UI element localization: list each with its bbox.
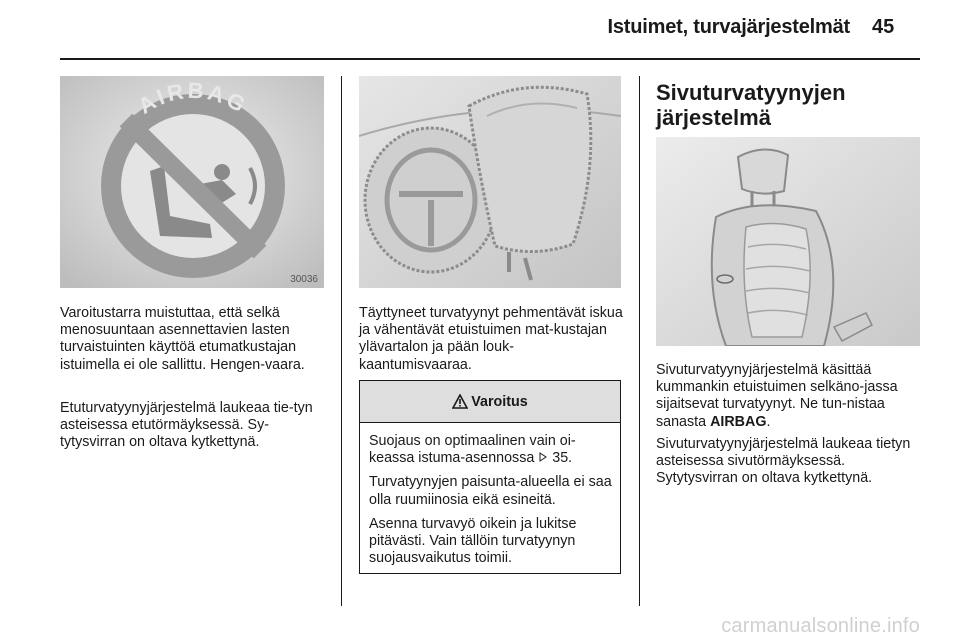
no-child-seat-sign-icon — [60, 76, 324, 288]
side-airbag-seat-figure — [656, 137, 920, 346]
right-paragraph-1-end: . — [766, 413, 771, 430]
watermark: carmanualsonline.info — [721, 615, 920, 637]
section-title: Sivuturvatyynyjen järjestelmä — [656, 80, 846, 130]
figure-label: 30036 — [290, 274, 318, 285]
seat-with-airbag-label-icon — [656, 137, 920, 346]
warning-title: Varoitus — [471, 393, 528, 410]
warning-box — [359, 380, 621, 574]
inflated-airbag-illustration-icon — [359, 76, 621, 288]
header-rule — [60, 58, 920, 60]
right-paragraph-1-text: Sivuturvatyynyjärjestelmä käsittää kummankin etuistuimen selkäno-jassa sijaitsevat turvatyynyt. Ne tun-nistaa sanasta — [656, 362, 898, 430]
airbag-warning-figure — [60, 76, 324, 288]
page-reference-icon — [538, 452, 548, 462]
warning-paragraph-1 — [369, 433, 619, 467]
column-divider-right — [639, 76, 640, 606]
right-paragraph-2: Sivuturvatyynyjärjestelmä laukeaa tietyn asteisessa sivutörmäyksessä. Sytytysvirran on oltava kytkettynä. — [656, 436, 911, 487]
warning-paragraph-1-text: Suojaus on optimaalinen vain oi-keassa istuma-asennossa — [369, 433, 576, 467]
right-paragraph-1 — [656, 362, 920, 431]
middle-paragraph-1: Täyttyneet turvatyynyt pehmentävät iskua ja vähentävät etuistuimen mat-kustajan ylävartalon ja pään louk-kaantumisvaaraa. — [359, 305, 623, 373]
left-paragraph-1: Varoitustarra muistuttaa, että selkä menosuuntaan asennettavien lasten turvaistuinten käyttöä etumatkustajan istuimella ei ole sallittu. Hengen-vaara. — [60, 305, 305, 373]
warning-paragraph-3: Asenna turvavyö oikein ja lukitse pitävästi. Vain tällöin turvatyynyn suojausvaikutus toimii. — [369, 515, 577, 567]
warning-header — [360, 381, 620, 423]
left-paragraph-2: Etuturvatyynyjärjestelmä laukeaa tie-tyn asteisessa etutörmäyksessä. Sy-tytysvirran on oltava kytkettynä. — [60, 400, 313, 451]
column-divider-left — [341, 76, 342, 606]
page-reference[interactable]: 35. — [552, 450, 573, 467]
warning-paragraph-2: Turvatyynyjen paisunta-alueella ei saa olla ruumiinosia eikä esineitä. — [369, 474, 612, 508]
airbag-keyword: AIRBAG — [710, 413, 767, 430]
airbag-deployment-figure — [359, 76, 621, 288]
header-title: Istuimet, turvajärjestelmät — [607, 16, 850, 38]
sign-text: AIRBAG — [133, 77, 253, 119]
warning-triangle-icon — [452, 394, 468, 409]
warning-body — [360, 423, 620, 567]
page-number: 45 — [872, 16, 895, 38]
